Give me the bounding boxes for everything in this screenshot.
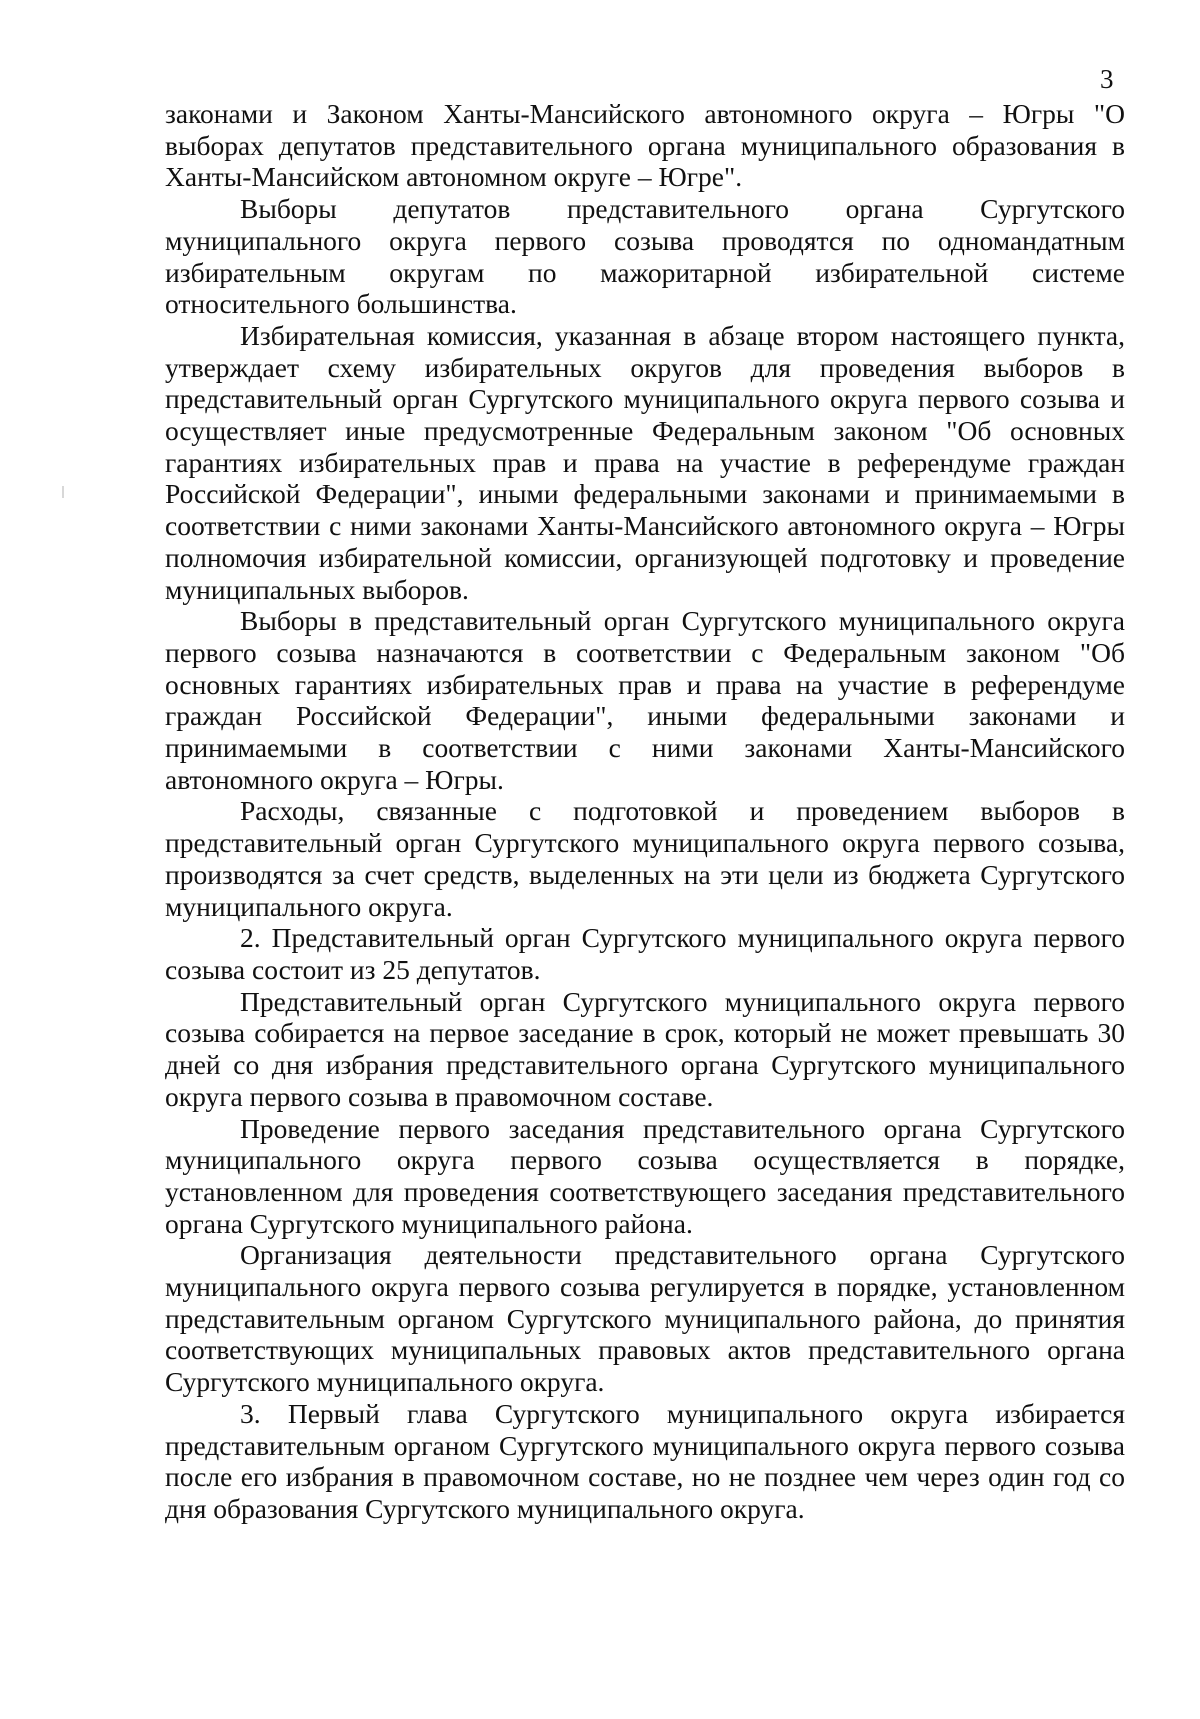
paragraph-election-expenses: Расходы, связанные с подготовкой и проведением выборов в представительный орган Сургутского муниципального округа первого созыва, производятся за счет средств, выделенных на эти цели из бюджета Сургутского муниципального округа. [165, 795, 1125, 922]
paragraph-continuation: законами и Законом Ханты-Мансийского автономного округа – Югры "О выборах депутатов представительного органа муниципального образования в Ханты-Мансийском автономном округе – Югре". [165, 98, 1125, 193]
margin-mark [62, 486, 64, 498]
paragraph-item-3: 3. Первый глава Сургутского муниципального округа избирается представительным органом Сургутского муниципального округа первого созыва после его избрания в правомочном составе, но не позднее чем через один год со дня образования Сургутского муниципального округа. [165, 1397, 1125, 1524]
paragraph-elections-system: Выборы депутатов представительного органа Сургутского муниципального округа первого созыва проводятся по одномандатным избирательным округам по мажоритарной избирательной системе относительного большинства. [165, 193, 1125, 320]
page-number: 3 [1100, 64, 1114, 94]
paragraph-election-commission: Избирательная комиссия, указанная в абзаце втором настоящего пункта, утверждает схему избирательных округов для проведения выборов в представительный орган Сургутского муниципального округа первого созыва и осуществляет иные предусмотренные Федеральным законом "Об основных гарантиях избирательных прав и права на участие в референдуме граждан Российской Федерации", иными федеральными законами и принимаемыми в соответствии с ними законами Ханты-Мансийского автономного округа – Югры полномочия избирательной комиссии, организующей подготовку и проведение муниципальных выборов. [165, 319, 1125, 605]
paragraph-item-2: 2. Представительный орган Сургутского муниципального округа первого созыва состоит из 25 депутатов. [165, 922, 1125, 985]
paragraph-first-meeting: Представительный орган Сургутского муниципального округа первого созыва собирается на первое заседание в срок, который не может превышать 30 дней со дня избрания представительного органа Сургутского муниципального округа первого созыва в правомочном составе. [165, 985, 1125, 1112]
paragraph-organization: Организация деятельности представительного органа Сургутского муниципального округа первого созыва регулируется в порядке, установленном представительным органом Сургутского муниципального района, до принятия соответствующих муниципальных правовых актов представительного органа Сургутского муниципального округа. [165, 1239, 1125, 1398]
paragraph-first-meeting-procedure: Проведение первого заседания представительного органа Сургутского муниципального округа первого созыва осуществляется в порядке, установленном для проведения соответствующего заседания представительного органа Сургутского муниципального района. [165, 1112, 1125, 1239]
document-body [165, 98, 1125, 1525]
paragraph-elections-scheduling: Выборы в представительный орган Сургутского муниципального округа первого созыва назначаются в соответствии с Федеральным законом "Об основных гарантиях избирательных прав и права на участие в референдуме граждан Российской Федерации", иными федеральными законами и принимаемыми в соответствии с ними законами Ханты-Мансийского автономного округа – Югры. [165, 605, 1125, 795]
